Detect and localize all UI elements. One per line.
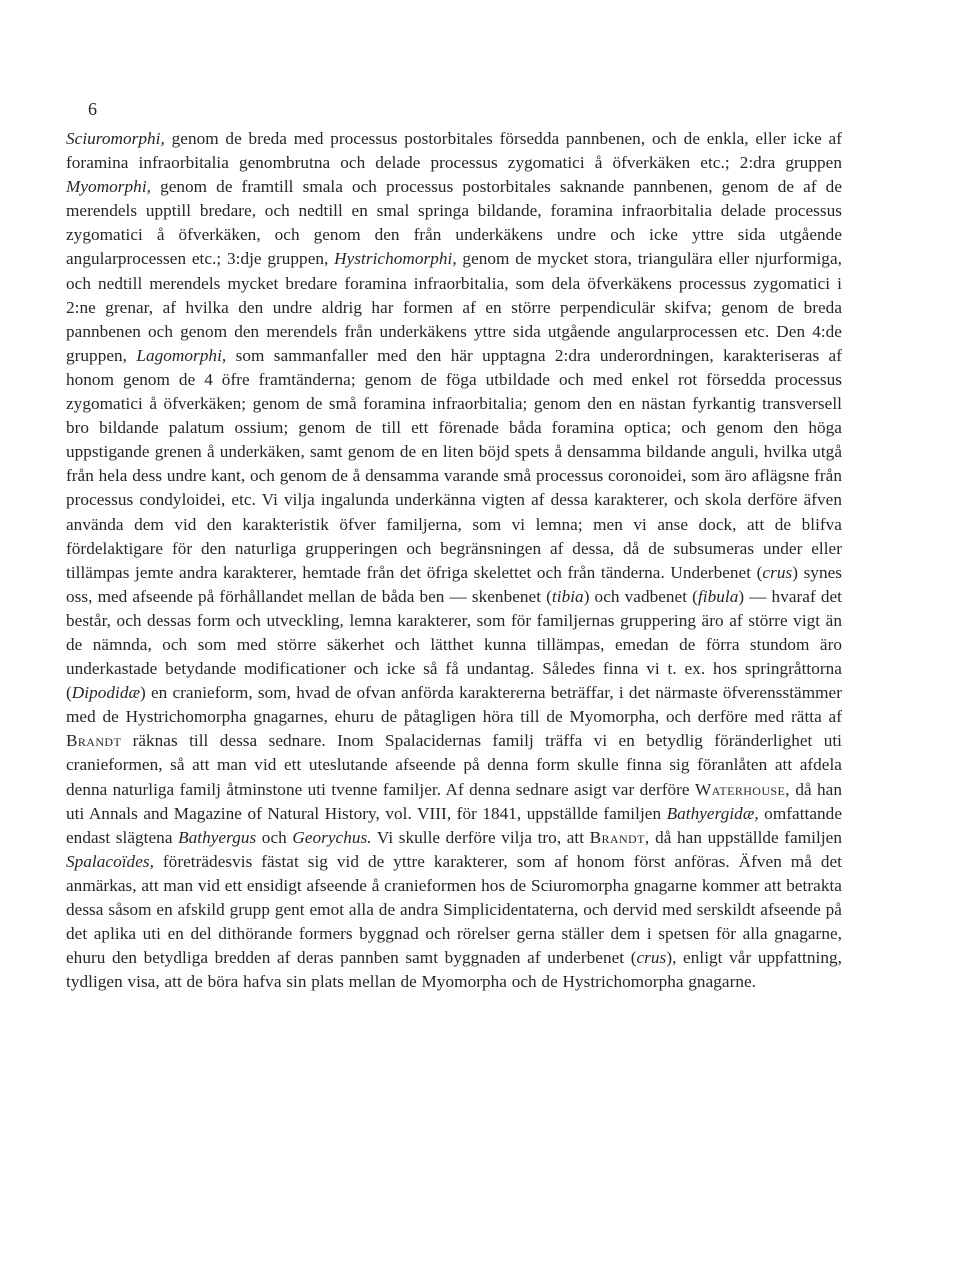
text-run: och [256,827,293,847]
italic-term: fibula [697,586,739,606]
text-run: företrädesvis fästat sig vid de yttre karakterer, som af honom först anföras. Äfven må det anmärkas, att man vid ett ensidigt afseende å cranieformen hos de Sciuromorpha gnagarne kommer att betrakta dessa såsom en afskild grupp gent emot alla de andra Simplicidentaterna, och dervid med serskildt afseende på det aplika uti en del dithörande formers byggnad och rörelser gerna ställer dem i spetsen för alla gnagarne, ehuru den betydliga bredden af deras pannben samt byggnaden af underbenet ( [66,851,842,968]
italic-term: crus [636,948,667,968]
text-run: då han uppställde familjen [649,827,842,847]
text-run: ) synes oss, med afseende på förhållandet mellan de båda ben — skenbenet ( [66,562,843,606]
author-name: Waterhouse, [695,779,790,799]
italic-term: Georychus. [292,827,372,847]
text-run: ) en cranieform, som, hvad de ofvan anförda karaktererna beträffar, i det närmaste öfverensstämmer med de Hystrichomorpha gnagarnes, ehuru de påtagligen höra till de Myomorpha, och derföre med rätta af [66,683,842,727]
text-run: som sammanfaller med den här upptagna 2:dra underordningen, karakteriseras af honom genom de 4 öfre framtänderna; genom de föga utbildade och med enkel rot försedda processus zygomatici å öfverkäken; genom de små foramina infraorbitalia; genom den en nästan fyrkantig transversell bro bildande palatum ossium; genom de till ett förenade båda foramina optica; och genom den höga uppstigande grenen å underkäken, samt genom de en liten böjd spets å densamma bildande anguli, hvilka utgå från hela dess undre kant, och genom de å densamma varande små processus coronoidei, som äro aflägsne från processus condyloidei, etc. Vi vilja ingalunda underkänna vigten af dessa karakterer, och skola derföre äfven använda dem vid den karakteristik öfver familjerna, som vi lemna; men vi anse dock, att de blifva fördelaktigare för den naturliga grupperingen och begränsningen af dessa, då de subsumeras under eller tillämpas jemte andra karakterer, hemtade från det öfriga skelettet och från tänderna. Underbenet ( [66,345,843,582]
text-run: genom de breda med processus postorbitales försedda pannbenen, och de enkla, eller icke af foramina infraorbitalia genombrutna och delade processus zygomatici å öfverkäken etc.; 2:dra gruppen [66,129,842,173]
italic-term: Sciuromorphi, [66,129,165,148]
italic-term: Dipodidæ [71,683,140,703]
text-run: då han uti Annals and Magazine of Natural History, vol. VIII, för 1841, uppställde familjen [66,779,842,823]
page-number: 6 [88,99,97,119]
italic-term: crus [762,562,793,582]
text-run: omfattande endast slägtena [66,803,842,847]
text-run: Vi skulle derföre vilja tro, att [371,827,590,847]
italic-term: Myomorphi, [66,177,151,197]
text-run: ), enligt vår uppfattning, tydligen visa, att de böra hafva sin plats mellan de Myomorpha och de Hystrichomorpha gnagarne. [66,948,842,992]
italic-term: Bathyergidæ, [666,803,759,823]
italic-term: tibia [551,586,584,606]
author-name: Brandt [66,731,122,751]
paragraph [66,127,842,994]
text-run: genom de mycket stora, triangulära eller njurformiga, och nedtill merendels mycket bredare foramina infraorbitalia, som dela öfverkäkens processus zygomatici i 2:ne grenar, af hvilka den undre aldrig har formen af en större perpendiculär skifva; genom de breda pannbenen och genom den merendels från underkäkens yttre sida utgående angularprocessen etc. Den 4:de gruppen, [66,249,842,365]
italic-term: Bathyergus [178,827,257,847]
italic-term: Lagomorphi, [136,345,227,365]
text-run: ) — hvaraf det består, och dessas form och utveckling, lemna karakterer, som för familjernas gruppering äro af större vigt än de nämnda, och som med större säkerhet och lätthet kunna tillämpas, emedan de förra stundom äro underkastade betydande modificationer och icke så få undantag. Således finna vi t. ex. hos springråttorna ( [66,586,842,703]
author-name: Brandt, [589,827,650,847]
italic-term: Hystrichomorphi, [334,249,457,269]
text-run: räknas till dessa sednare. Inom Spalacidernas familj träffa vi en betydlig föränderlighet uti cranieformen, så att man vid ett uteslutande afseende på denna form skulle finna sig föranlåten att afdela denna naturliga familj åtminstone uti tvenne familjer. Af denna sednare asigt var derföre [66,731,842,799]
text-run: genom de framtill smala och processus postorbitales saknande pannbenen, genom de af de merendels upptill bredare, och nedtill en smal springa bildande, foramina infraorbitalia delade processus zygomatici å öfverkäken, och genom den från underkäkens undre och icke yttre sida utgående angularprocessen etc.; 3:dje gruppen, [66,177,842,269]
text-run: ) och vadbenet ( [583,586,698,606]
body-text [66,127,842,994]
italic-term: Spalacoïdes, [66,851,154,871]
